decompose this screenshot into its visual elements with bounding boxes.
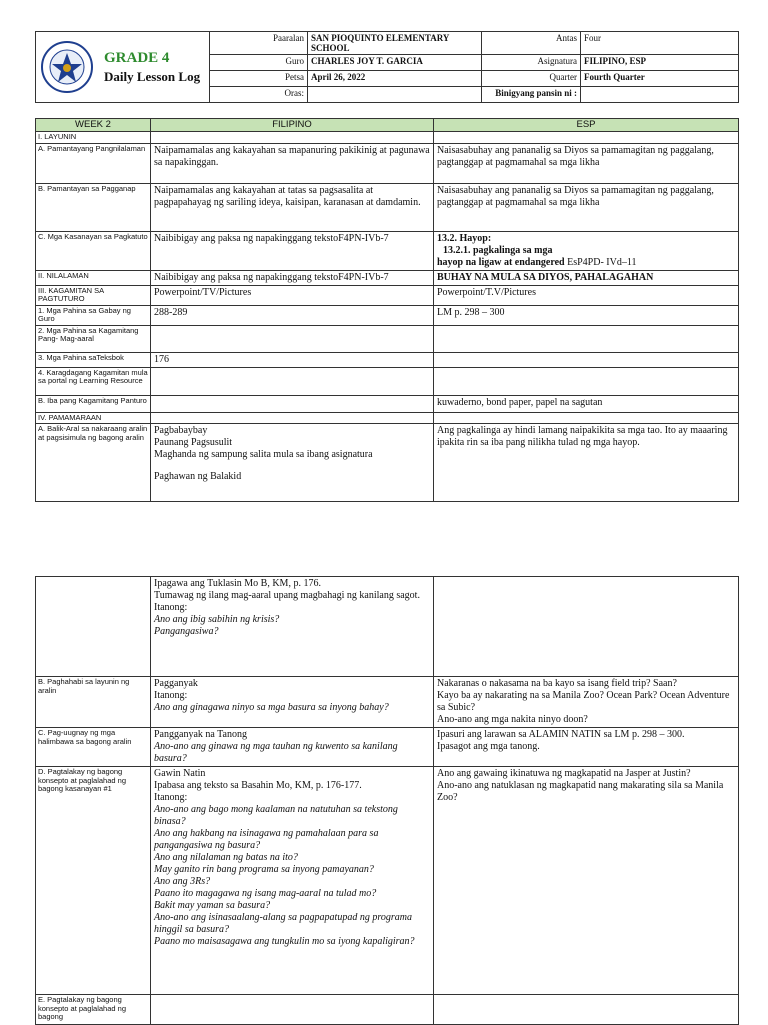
b2-esp-line2: Kayo ba ay nakarating na sa Manila Zoo? Ocean Park? Ocean Adventure sa Subic? xyxy=(437,690,730,713)
time-value xyxy=(308,87,482,103)
iva-fil-line4: Paghawan ng Balakid xyxy=(154,471,242,482)
cell-kagamitan-filipino: Powerpoint/TV/Pictures xyxy=(151,285,434,305)
cell-c2-filipino xyxy=(151,728,434,767)
school-value: SAN PIOQUINTO ELEMENTARY SCHOOL xyxy=(308,32,482,55)
d2-esp-line1: Ano ang gawaing ikinatuwa ng magkapatid na Jasper at Justin? xyxy=(437,768,691,779)
cell-cont-filipino xyxy=(151,577,434,677)
cell-iva-esp: Ang pagkalinga ay hindi lamang naipakikita sa mga tao. Ito ay maaaring ipakita rin sa iba pang nilikha tulad ng mga hayop. xyxy=(434,424,739,502)
quarter-value: Fourth Quarter xyxy=(581,71,739,87)
cell xyxy=(151,132,434,144)
cont-fil-line3: Itanong: xyxy=(154,602,188,613)
d2-fil-line11: Ano-ano ang isinasaalang-alang sa pagpapatupad ng programa hinggil sa basura? xyxy=(154,912,412,935)
cell xyxy=(434,412,739,424)
col-esp: ESP xyxy=(434,119,739,132)
level-value: Four xyxy=(581,32,739,55)
school-label: Paaralan xyxy=(210,32,308,55)
col-filipino: FILIPINO xyxy=(151,119,434,132)
cont-fil-line5: Pangangasiwa? xyxy=(154,626,219,637)
cell-a-esp: Naisasabuhay ang pananalig sa Diyos sa pamamagitan ng paggalang, pagtanggap at pagmamahal sa mga likha xyxy=(434,143,739,183)
cell-r1-filipino: 288-289 xyxy=(151,305,434,325)
cell-r5-filipino xyxy=(151,395,434,412)
cell xyxy=(151,412,434,424)
d2-fil-line9: Paano ito magagawa ng isang mag-aaral na tulad mo? xyxy=(154,888,377,899)
cont-fil-line2: Tumawag ng ilang mag-aaral upang magbahagi ng kanilang sagot. xyxy=(154,590,420,601)
cell-d2-filipino xyxy=(151,767,434,995)
d2-fil-line5: Ano ang hakbang na isinagawa ng pamahalaan para sa pangangasiwa ng basura? xyxy=(154,828,379,851)
c-esp-line3b: EsP4PD- IVd–11 xyxy=(564,256,637,268)
note-label: Binigyang pansin nі : xyxy=(482,87,581,103)
cell xyxy=(36,577,151,677)
c2-esp-line2: Ipasagot ang mga tanong. xyxy=(437,741,540,752)
b2-fil-line2: Itanong: xyxy=(154,690,188,701)
teacher-value: CHARLES JOY T. GARCIA xyxy=(308,55,482,71)
row-label-d2: D. Pagtalakay ng bagong konsepto at paglalahad ng bagong kasanayan #1 xyxy=(36,767,151,995)
cell-b-filipino: Naipamamalas ang kakayahan at tatas sa pagsasalita at pagpapahayag ng sariling ideya, kaisipan, karanasan at damdamin. xyxy=(151,183,434,231)
d2-fil-line2: Ipabasa ang teksto sa Basahin Mo, KM, p. 176-177. xyxy=(154,780,362,791)
cell-r5-esp: kuwaderno, bond paper, papel na sagutan xyxy=(434,395,739,412)
cont-fil-line4: Ano ang ibig sabihin ng krisis? xyxy=(154,614,280,625)
date-value: April 26, 2022 xyxy=(308,71,482,87)
dll-title: Daily Lesson Log xyxy=(104,69,201,84)
b2-fil-line3: Ano ang ginagawa ninyo sa mga basura sa inyong bahay? xyxy=(154,702,389,713)
row-label-r1: 1. Mga Pahina sa Gabay ng Guro xyxy=(36,305,151,325)
cell-iva-filipino xyxy=(151,424,434,502)
quarter-label: Quarter xyxy=(482,71,581,87)
row-label-r3: 3. Mga Pahina saTeksbok xyxy=(36,352,151,367)
cell-r3-filipino: 176 xyxy=(151,352,434,367)
d2-fil-line7: May ganito rin bang programa sa inyong pamayanan? xyxy=(154,864,374,875)
c-esp-line3a: hayop na ligaw at endangered xyxy=(437,256,565,268)
cell-r2-esp xyxy=(434,325,739,352)
d2-fil-line10: Bakit may yaman sa basura? xyxy=(154,900,271,911)
row-label-e2: E. Pagtalakay ng bagong konsepto at paglalahad ng bagong xyxy=(36,995,151,1025)
lesson-table-1 xyxy=(35,118,739,502)
cell-b-esp: Naisasabuhay ang pananalig sa Diyos sa pamamagitan ng paggalang, pagtanggap at pagmamahal sa mga likha xyxy=(434,183,739,231)
d2-fil-line4: Ano-ano ang bago mong kaalaman na natutuhan sa tekstong binasa? xyxy=(154,804,398,827)
header-table xyxy=(35,31,739,103)
row-label-c: C. Mga Kasanayan sa Pagkatuto xyxy=(36,231,151,270)
lesson-table-2 xyxy=(35,576,739,1025)
cell-e2-esp xyxy=(434,995,739,1025)
d2-fil-line3: Itanong: xyxy=(154,792,188,803)
c-esp-line1: 13.2. Hayop: xyxy=(437,232,492,244)
note-value xyxy=(581,87,739,103)
grade-title: GRADE 4 xyxy=(104,50,170,66)
subject-label: Asignatura xyxy=(482,55,581,71)
cell-d2-esp xyxy=(434,767,739,995)
cont-fil-line1: Ipagawa ang Tuklasin Mo B, KM, p. 176. xyxy=(154,578,321,589)
iva-fil-line2: Paunang Pagsusulit xyxy=(154,437,233,448)
row-label-iva: A. Balik-Aral sa nakaraang aralin at pagsisimula ng bagong aralin xyxy=(36,424,151,502)
cell-e2-filipino xyxy=(151,995,434,1025)
c-esp-line2: 13.2.1. pagkalinga sa mga xyxy=(443,244,553,256)
cell-r1-esp: LM p. 298 – 300 xyxy=(434,305,739,325)
cell-c-esp xyxy=(434,231,739,270)
cell-r4-filipino xyxy=(151,367,434,395)
row-label-nilalaman: II. NILALAMAN xyxy=(36,270,151,285)
row-label-c2: C. Pag-uugnay ng mga halimbawa sa bagong aralin xyxy=(36,728,151,767)
cell xyxy=(434,577,739,677)
d2-esp-line2: Ano-ano ang natuklasan ng magkapatid nang makarating sila sa Manila Zoo? xyxy=(437,780,724,803)
d2-fil-line12: Paano mo maisasagawa ang tungkulin mo sa iyong kapaligiran? xyxy=(154,936,415,947)
c2-fil-line2: Ano-ano ang ginawa ng mga tauhan ng kuwento sa kanilang basura? xyxy=(154,741,398,764)
date-label: Petsa xyxy=(210,71,308,87)
row-label-r2: 2. Mga Pahina sa Kagamitang Pang- Mag-aaral xyxy=(36,325,151,352)
cell-nilalaman-esp: BUHAY NA MULA SA DIYOS, PAHALAGAHAN xyxy=(434,270,739,285)
d2-fil-line8: Ano ang 3Rs? xyxy=(154,876,211,887)
d2-fil-line6: Ano ang nilalaman ng batas na ito? xyxy=(154,852,298,863)
row-label-r5: B. Iba pang Kagamitang Panturo xyxy=(36,395,151,412)
cell-r2-filipino xyxy=(151,325,434,352)
col-week: WEEK 2 xyxy=(36,119,151,132)
time-label: Oras: xyxy=(210,87,308,103)
iva-fil-line3: Maghanda ng sampung salita mula sa ibang asignatura xyxy=(154,449,373,460)
row-label-b2: B. Paghahabi sa layunin ng aralin xyxy=(36,677,151,728)
cell xyxy=(434,132,739,144)
d2-fil-line1: Gawin Natin xyxy=(154,768,206,779)
c2-esp-line1: Ipasuri ang larawan sa ALAMIN NATIN sa LM p. 298 – 300. xyxy=(437,729,685,740)
subject-value: FILIPINO, ESP xyxy=(581,55,739,71)
row-label-a: A. Pamantayang Pangnilalaman xyxy=(36,143,151,183)
cell-kagamitan-esp: Powerpoint/T.V/Pictures xyxy=(434,285,739,305)
cell-a-filipino: Naipamamalas ang kakayahan sa mapanuring pakikinig at pagunawa sa napakinggan. xyxy=(151,143,434,183)
cell-b2-esp xyxy=(434,677,739,728)
deped-seal-icon xyxy=(40,40,94,94)
row-label-r4: 4. Karagdagang Kagamitan mula sa portal ng Learning Resource xyxy=(36,367,151,395)
cell-r3-esp xyxy=(434,352,739,367)
cell-nilalaman-filipino: Naibibigay ang paksa ng napakinggang tekstoF4PN-IVb-7 xyxy=(151,270,434,285)
logo-cell xyxy=(36,32,210,103)
row-label-kagamitan: III. KAGAMITAN SA PAGTUTURO xyxy=(36,285,151,305)
cell-c2-esp xyxy=(434,728,739,767)
level-label: Antas xyxy=(482,32,581,55)
teacher-label: Guro xyxy=(210,55,308,71)
cell-r4-esp xyxy=(434,367,739,395)
row-label-pamamaraan: IV. PAMAMARAAN xyxy=(36,412,151,424)
c2-fil-line1: Pangganyak na Tanong xyxy=(154,729,247,740)
row-label-layunin: I. LAYUNIN xyxy=(36,132,151,144)
iva-fil-line1: Pagbabaybay xyxy=(154,425,208,436)
cell-b2-filipino xyxy=(151,677,434,728)
b2-fil-line1: Pagganyak xyxy=(154,678,198,689)
b2-esp-line1: Nakaranas o nakasama na ba kayo sa isang field trip? Saan? xyxy=(437,678,677,689)
b2-esp-line3: Ano-ano ang mga nakita ninyo doon? xyxy=(437,714,588,725)
cell-c-filipino: Naibibigay ang paksa ng napakinggang tekstoF4PN-IVb-7 xyxy=(151,231,434,270)
row-label-b: B. Pamantayan sa Pagganap xyxy=(36,183,151,231)
